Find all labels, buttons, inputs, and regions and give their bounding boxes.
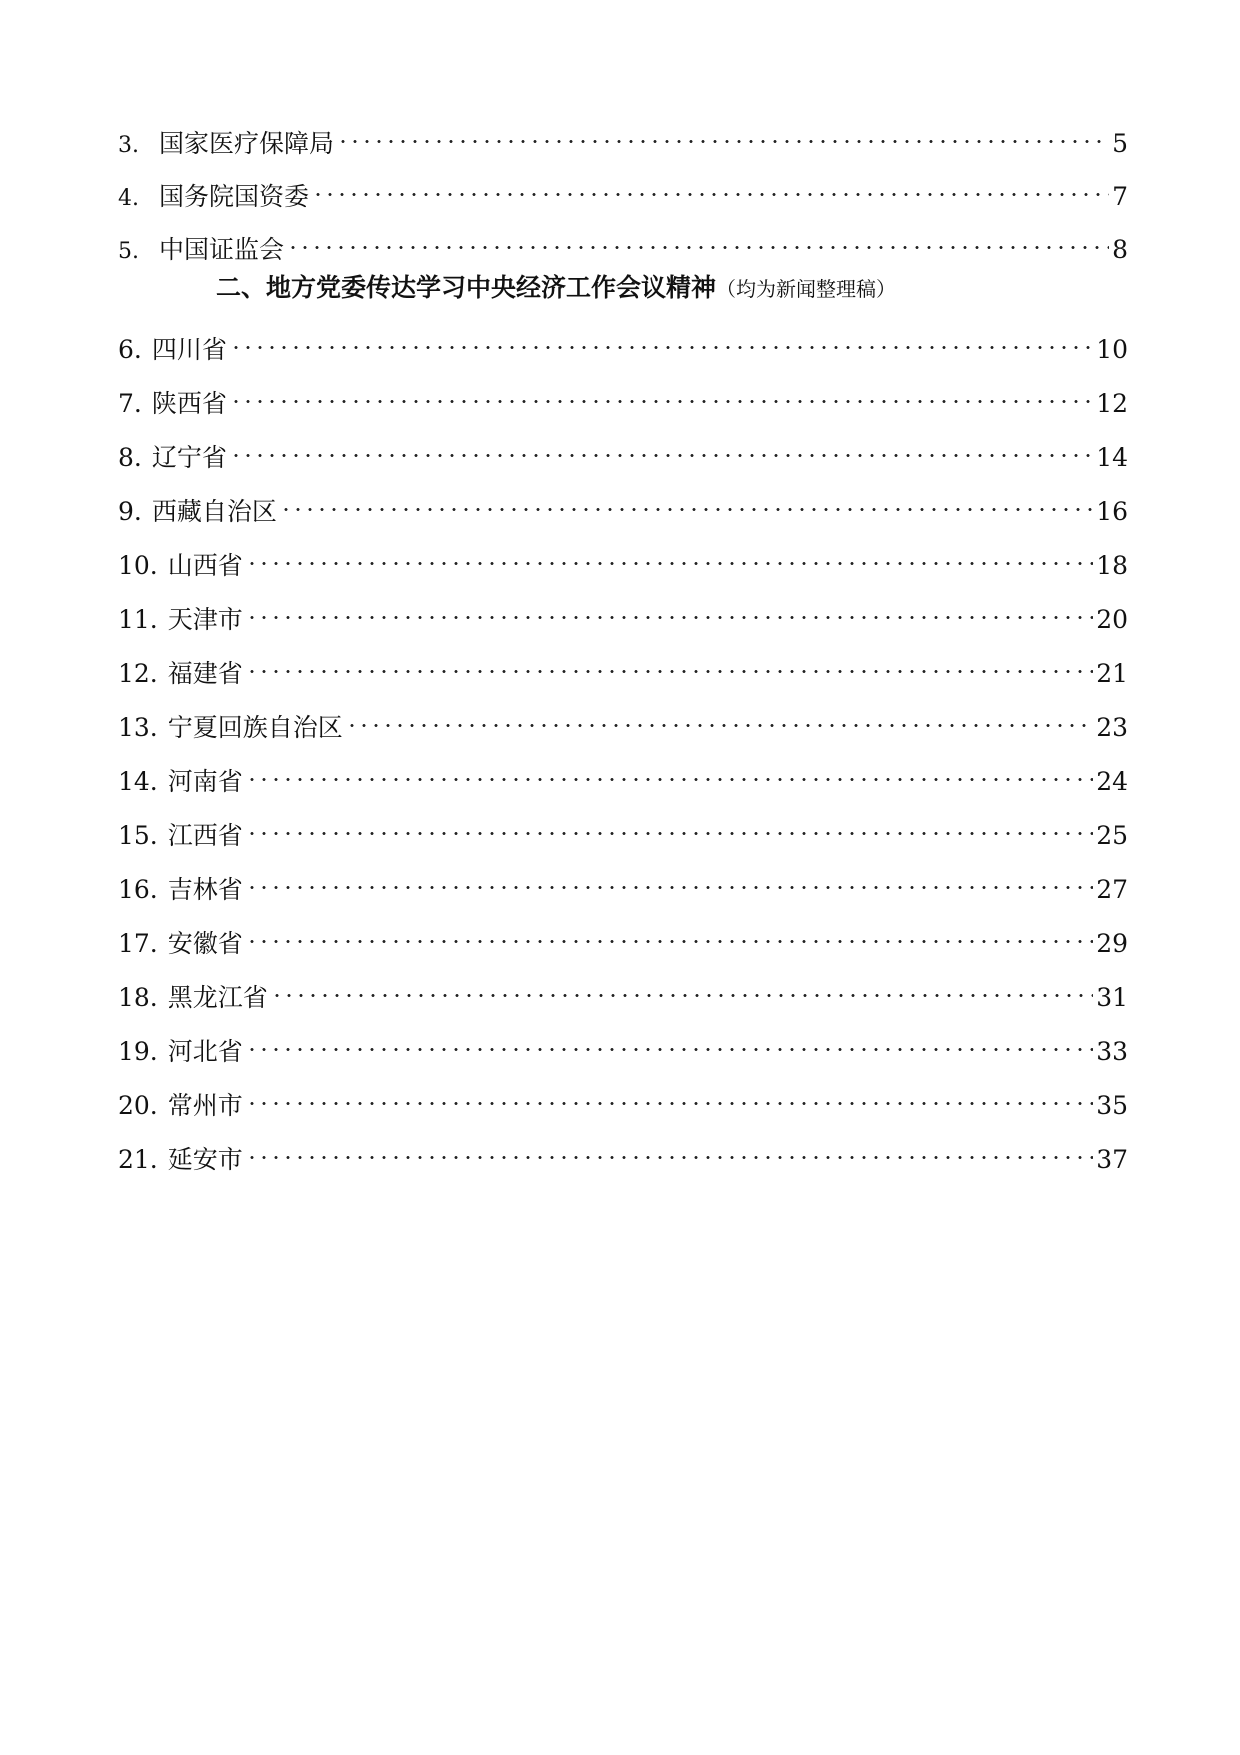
section-heading [216,268,896,308]
toc-entry-number: 9. [118,497,142,526]
toc-entry-number: 8. [118,443,142,472]
toc-entry-title: 安徽省 [167,929,243,958]
toc-entry[interactable] [118,318,1128,364]
toc-entry[interactable] [118,912,1128,958]
dot-leader [246,804,1093,844]
toc-entry[interactable] [118,1128,1128,1174]
toc-entry-number: 4. [118,186,139,211]
dot-leader [287,218,1109,258]
dot-leader [246,588,1093,628]
dot-leader [230,426,1093,466]
toc-entry-number: 21. [118,1145,158,1174]
toc-entry-page: 37 [1096,1145,1128,1174]
toc-entry-number: 20. [118,1091,158,1120]
toc-entry-number: 6. [118,335,142,364]
toc-entry[interactable] [118,372,1128,418]
dot-leader [280,480,1093,520]
toc-entry-page: 31 [1096,983,1128,1012]
toc-entry-title: 黑龙江省 [167,983,268,1012]
toc-entry-title: 吉林省 [167,875,243,904]
dot-leader [246,1020,1093,1060]
toc-entry-title: 天津市 [167,605,243,634]
toc-entry-page: 14 [1096,443,1128,472]
toc-entry-page: 7 [1112,182,1128,211]
toc-entry-number: 15. [118,821,158,850]
toc-entry-number: 12. [118,659,158,688]
dot-leader [246,534,1093,574]
dot-leader [312,165,1109,205]
toc-entry-page: 27 [1096,875,1128,904]
toc-entry-number: 13. [118,713,158,742]
toc-entry-page: 23 [1096,713,1128,742]
toc-entry[interactable] [118,1074,1128,1120]
toc-entry[interactable] [118,750,1128,796]
toc-entry-title: 河南省 [167,767,243,796]
dot-leader [246,858,1093,898]
toc-entry-number: 19. [118,1037,158,1066]
toc-entry-page: 33 [1096,1037,1128,1066]
toc-entry[interactable] [118,804,1128,850]
dot-leader [246,750,1093,790]
toc-entry-title: 陕西省 [151,389,227,418]
toc-entry[interactable] [118,966,1128,1012]
toc-entry-title: 江西省 [167,821,243,850]
toc-entry[interactable] [118,426,1128,472]
toc-entry[interactable] [118,165,1128,211]
toc-entry[interactable] [118,534,1128,580]
toc-entry-title: 福建省 [167,659,243,688]
dot-leader [337,112,1109,152]
toc-entry-number: 7. [118,389,142,418]
dot-leader [230,372,1093,412]
toc-entry-title: 辽宁省 [151,443,227,472]
toc-entry-page: 18 [1096,551,1128,580]
section-heading-main: 二、地方党委传达学习中央经济工作会议精神 [216,273,717,302]
toc-entry[interactable] [118,480,1128,526]
toc-entry[interactable] [118,858,1128,904]
toc-entry-title: 国务院国资委 [159,182,310,211]
dot-leader [246,642,1093,682]
toc-entry-page: 21 [1096,659,1128,688]
toc-entry-page: 12 [1096,389,1128,418]
dot-leader [246,1074,1093,1114]
dot-leader [246,912,1093,952]
toc-entry-title: 山西省 [167,551,243,580]
toc-entry[interactable] [118,588,1128,634]
toc-entry-page: 20 [1096,605,1128,634]
toc-entry[interactable] [118,112,1128,158]
dot-leader [230,318,1093,358]
toc-entry-title: 中国证监会 [159,235,285,264]
toc-entry-number: 10. [118,551,158,580]
toc-entry-page: 24 [1096,767,1128,796]
toc-entry-page: 29 [1096,929,1128,958]
toc-entry[interactable] [118,1020,1128,1066]
toc-entry-title: 四川省 [151,335,227,364]
toc-entry-number: 17. [118,929,158,958]
toc-entry-page: 16 [1096,497,1128,526]
toc-entry-page: 35 [1096,1091,1128,1120]
toc-entry[interactable] [118,642,1128,688]
toc-entry-number: 16. [118,875,158,904]
toc-entry-title: 延安市 [167,1145,243,1174]
dot-leader [246,1128,1093,1168]
toc-entry-title: 河北省 [167,1037,243,1066]
toc-entry-page: 25 [1096,821,1128,850]
toc-entry-title: 国家医疗保障局 [159,129,335,158]
toc-entry-number: 18. [118,983,158,1012]
toc-entry-number: 3. [118,133,139,158]
toc-entry[interactable] [118,218,1128,264]
toc-entry-title: 常州市 [167,1091,243,1120]
toc-entry[interactable] [118,696,1128,742]
toc-entry-page: 5 [1112,129,1128,158]
dot-leader [346,696,1093,736]
toc-entry-number: 11. [118,605,158,634]
toc-entry-title: 西藏自治区 [151,497,277,526]
toc-entry-page: 10 [1096,335,1128,364]
section-heading-note: （均为新闻整理稿） [716,277,897,301]
toc-entry-number: 14. [118,767,158,796]
dot-leader [271,966,1093,1006]
toc-entry-page: 8 [1112,235,1128,264]
toc-entry-title: 宁夏回族自治区 [167,713,343,742]
toc-entry-number: 5. [118,239,139,264]
